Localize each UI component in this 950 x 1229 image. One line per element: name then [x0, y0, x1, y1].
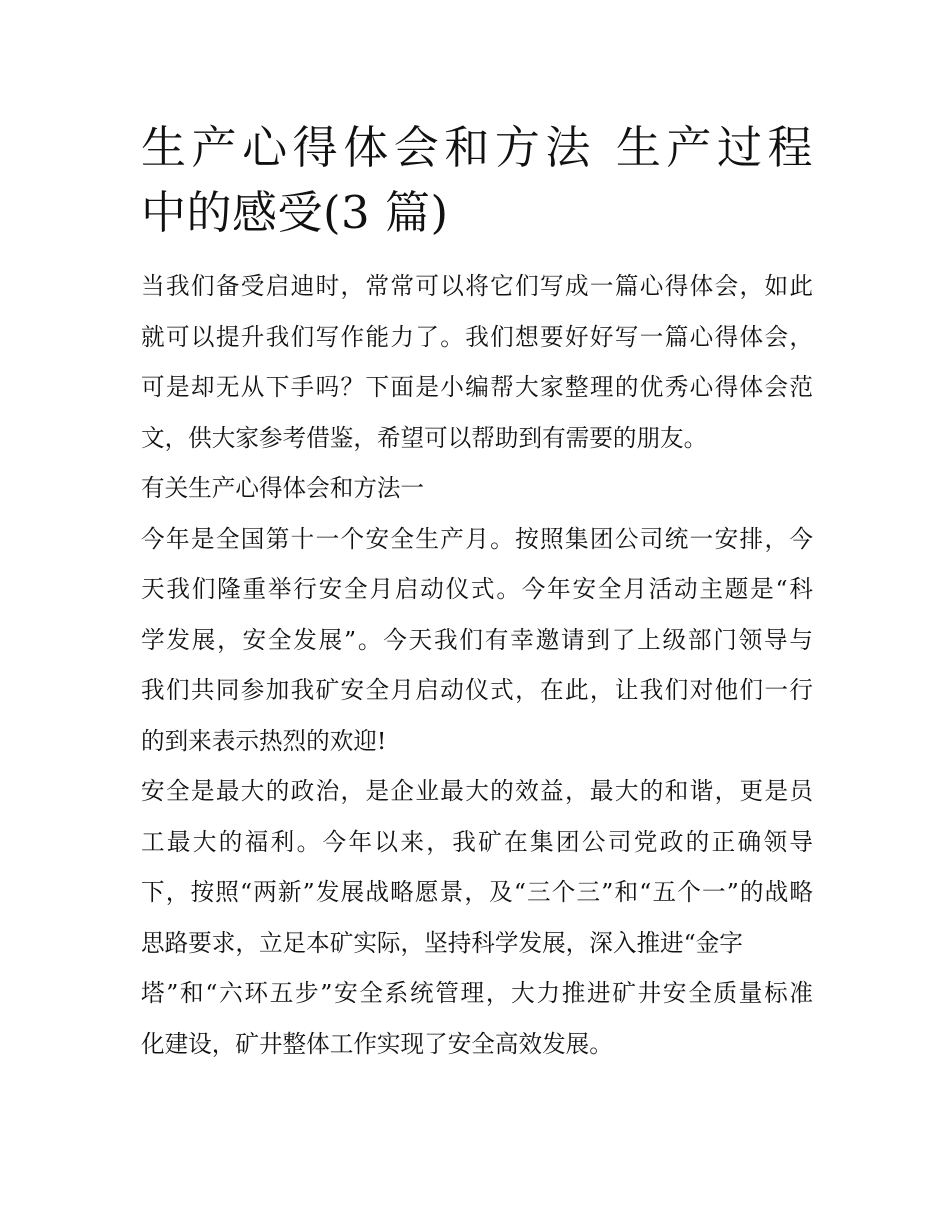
intro-paragraph — [141, 261, 813, 463]
p2-line-1: 安全是最大的政治，是企业最大的效益，最大的和谐，更是员 — [141, 777, 813, 805]
p1-line-3: 学发展，安全发展”。今天我们有幸邀请到了上级部门领导与 — [141, 625, 813, 654]
p2-line-5: 塔”和“六环五步”安全系统管理，大力推进矿井安全质量标准 — [141, 979, 813, 1007]
section-heading-text: 有关生产心得体会和方法一 — [141, 474, 425, 502]
p1-line-4: 我们共同参加我矿安全月启动仪式，在此，让我们对他们一行 — [141, 676, 813, 704]
document-page — [141, 115, 813, 1069]
p1-line-1: 今年是全国第十一个安全生产月。按照集团公司统一安排，今 — [141, 524, 813, 553]
body-paragraph-1 — [141, 514, 813, 767]
p2-line-3: 下，按照“两新”发展战略愿景，及“三个三”和“五个一”的战略 — [141, 878, 813, 906]
document-title — [141, 115, 813, 245]
intro-line-1: 当我们备受启迪时，常常可以将它们写成一篇心得体会，如此 — [141, 272, 813, 300]
title-line-2: 中的感受(3 篇) — [141, 186, 449, 239]
section-heading — [141, 463, 813, 514]
p1-line-5: 的到来表示热烈的欢迎! — [141, 726, 387, 755]
p2-line-2: 工最大的福利。今年以来，我矿在集团公司党政的正确领导 — [141, 827, 813, 856]
intro-line-4: 文，供大家参考借鉴，希望可以帮助到有需要的朋友。 — [141, 423, 708, 452]
intro-line-2: 就可以提升我们写作能力了。我们想要好好写一篇心得体会， — [141, 322, 813, 351]
p1-line-2: 天我们隆重举行安全月启动仪式。今年安全月活动主题是“科 — [141, 575, 813, 603]
p2-line-4: 思路要求，立足本矿实际，坚持科学发展，深入推进“金字 — [141, 928, 743, 957]
intro-line-3: 可是却无从下手吗？下面是小编帮大家整理的优秀心得体会范 — [141, 373, 813, 401]
p2-line-6: 化建设，矿井整体工作实现了安全高效发展。 — [141, 1029, 613, 1058]
title-line-1: 生产心得体会和方法 生产过程 — [141, 121, 813, 174]
body-paragraph-2 — [141, 766, 813, 1069]
